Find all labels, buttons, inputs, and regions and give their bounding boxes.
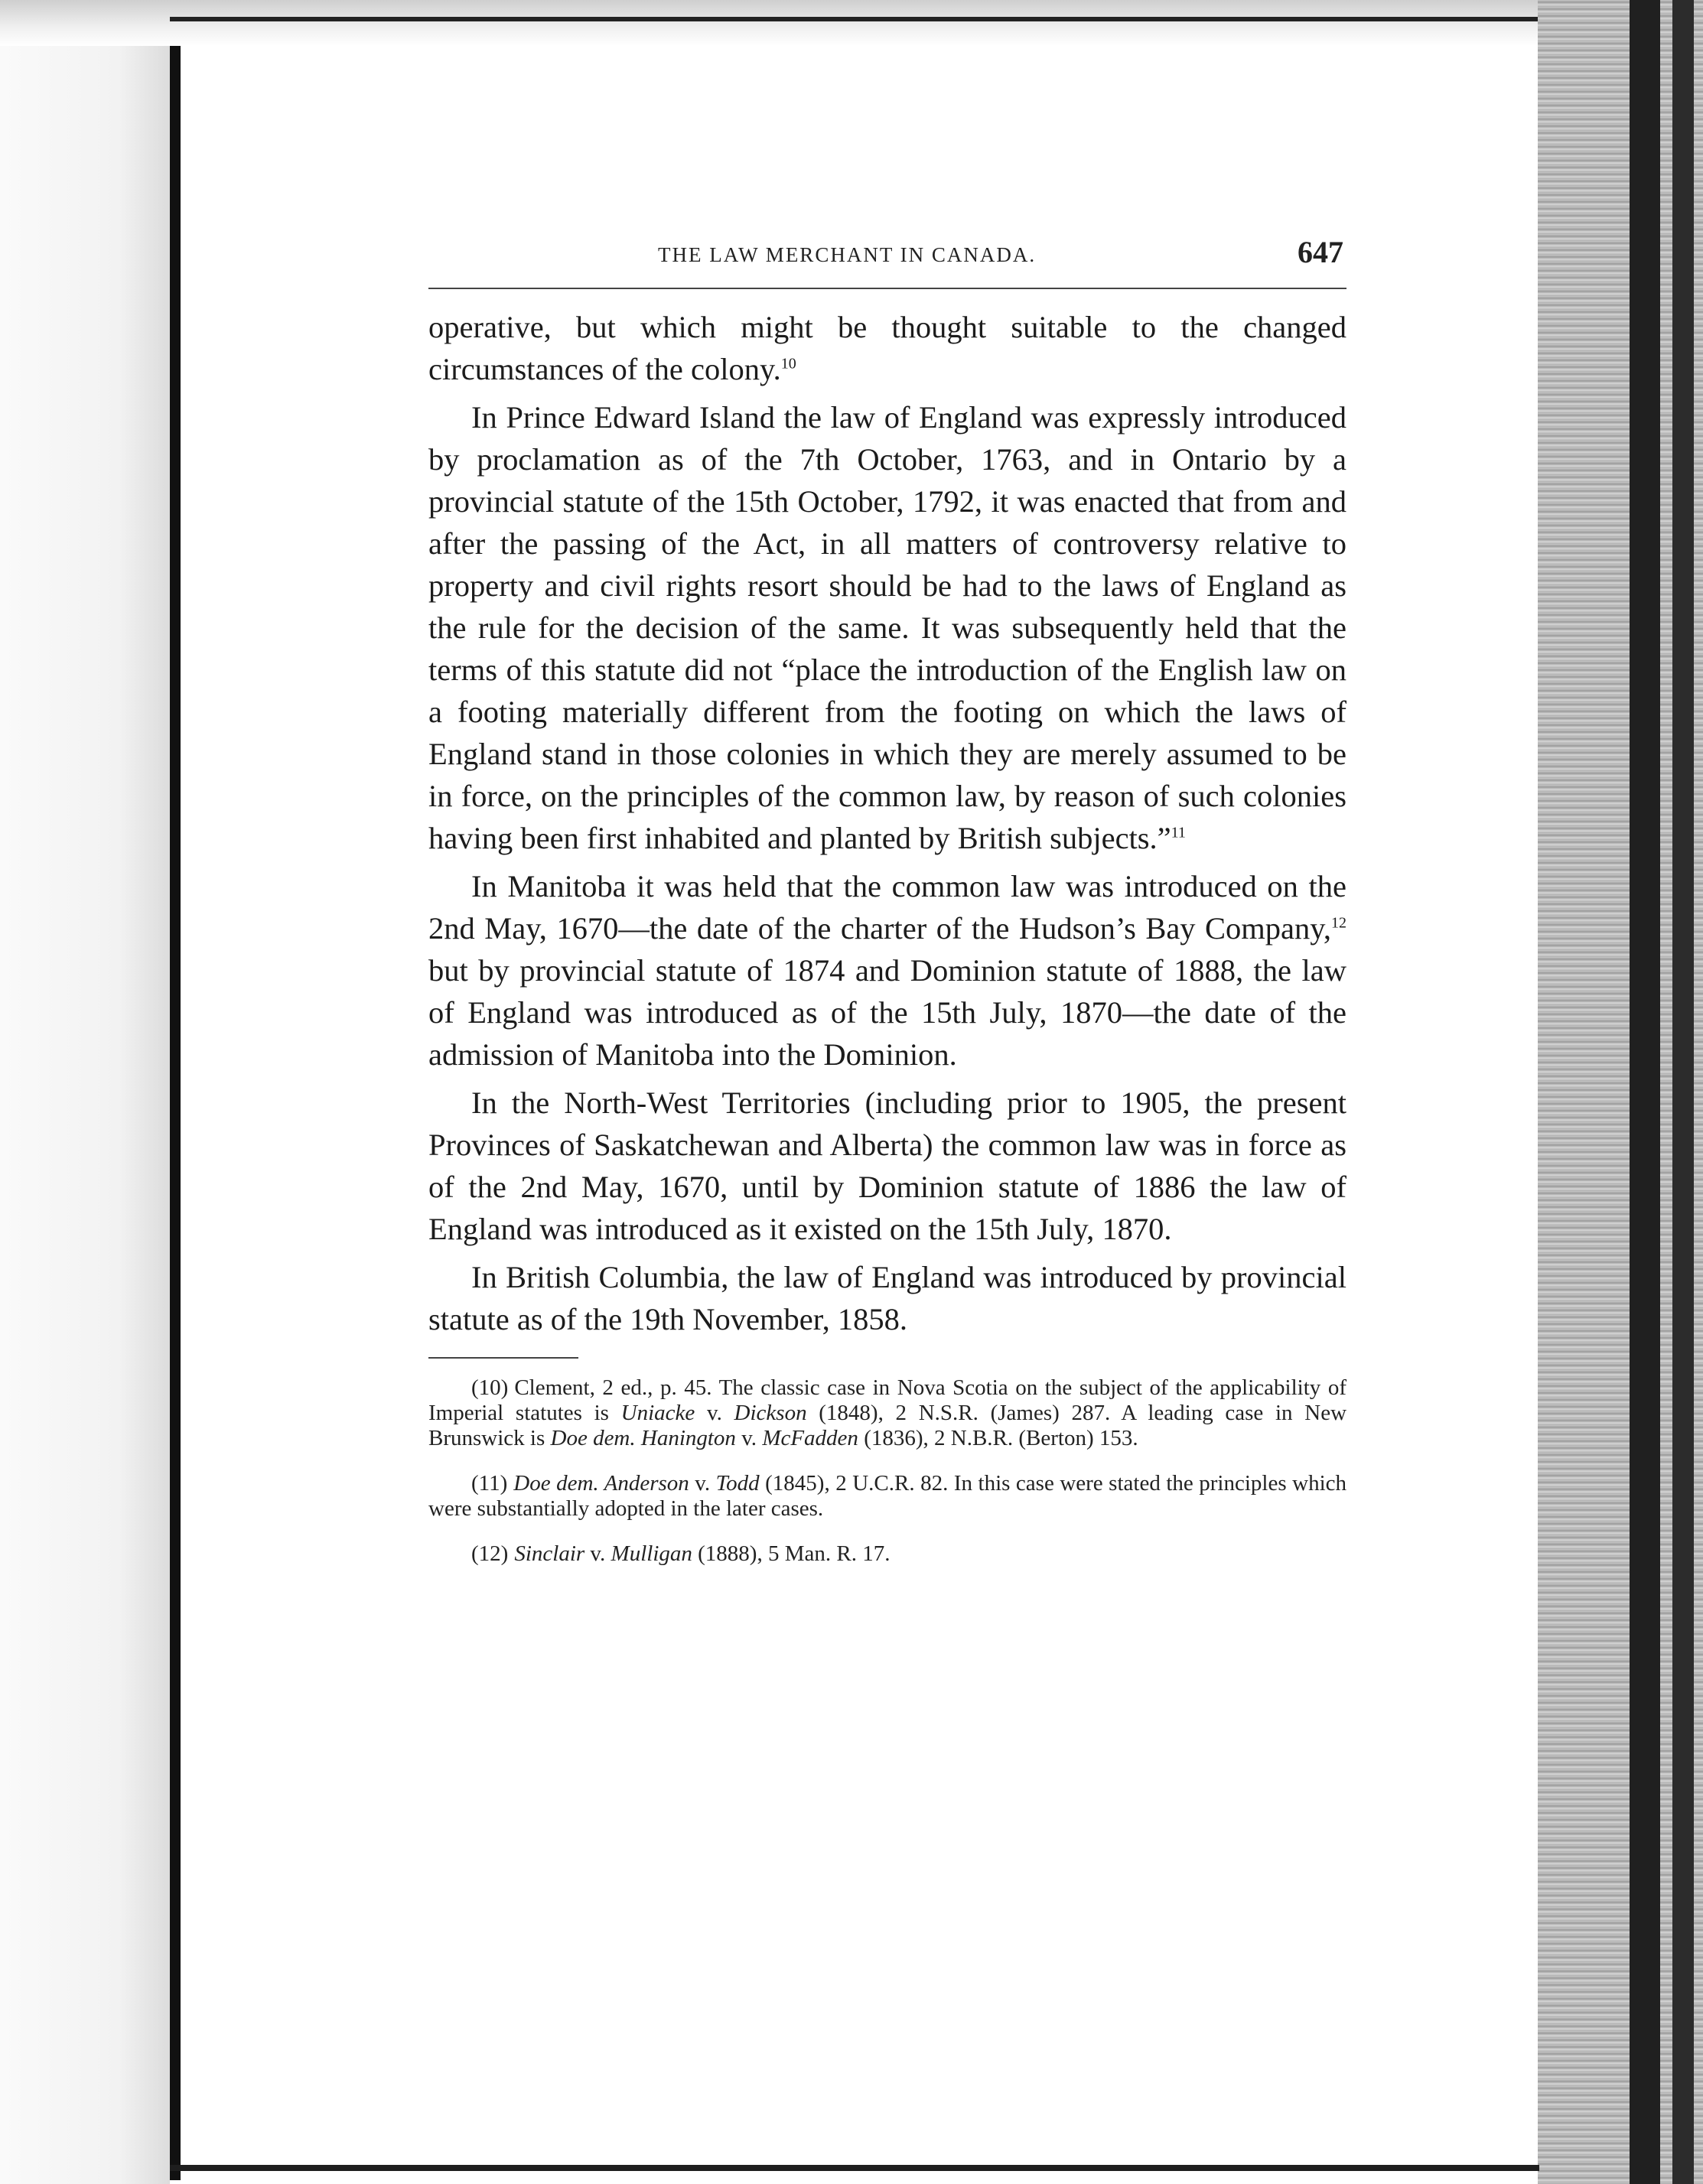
book-spine-shadow xyxy=(170,46,181,2180)
footnote-ref-10[interactable]: 10 xyxy=(780,355,796,373)
footnotes xyxy=(428,1375,1346,1567)
footnote-ref-12[interactable]: 12 xyxy=(1331,914,1346,932)
scan-bottom-border xyxy=(170,2165,1539,2171)
header-rule xyxy=(428,288,1346,289)
body-text xyxy=(428,306,1346,1340)
paragraph-2: In Prince Edward Island the law of England was expressly introduced by proclamation as of the 7th October, 1763, and in Ontario by a provincial statute of the 15th October, 1792, it was enacted that from and after the passing of the Act, in all matters of controversy relative to property and civil rights resort should be had to the laws of England as the rule for the decision of the same. It was subsequently held that the terms of this statute did not “place the introduction of the English law on a footing materially different from the footing on which the laws of England stand in those colonies in which they are merely assumed to be in force, on the principles of the common law, by reason of such colonies having been first inhabited and planted by British subjects.”$^{11}$ xyxy=(428,400,1346,855)
paragraph-1: operative, but which might be thought suitable to the changed circumstances of the colony.$^{10}$ xyxy=(428,310,1346,386)
footnote-10: (10) Clement, 2 ed., p. 45. The classic case in Nova Scotia on the subject of the applicability of Imperial statutes is Uniacke v. Dickson (1848), 2 N.S.R. (James) 287. A leading case in New Brunswick is Doe dem. Hanington v. McFadden (1836), 2 N.B.R. (Berton) 153. xyxy=(428,1375,1347,1450)
book-page xyxy=(428,229,1346,1587)
scan-left-margin xyxy=(0,0,170,2184)
page-number: 647 xyxy=(1298,235,1343,269)
running-head xyxy=(428,229,1346,275)
paragraph-5: In British Columbia, the law of England was introduced by provincial statute as of the 19th November, 1858. xyxy=(428,1260,1346,1336)
running-title: THE LAW MERCHANT IN CANADA. xyxy=(658,243,1037,266)
footnote-rule xyxy=(428,1357,578,1359)
footnote-12: (12) Sinclair v. Mulligan (1888), 5 Man. R. 17. xyxy=(471,1541,891,1566)
paragraph-3: In Manitoba it was held that the common law was introduced on the 2nd May, 1670—the date of the charter of the Hudson’s Bay Company,$^{12}$ but by provincial statute of 1874 and Dominion statute of 1888, the law of England was introduced as of the 15th July, 1870—the date of the admission of Manitoba into the Dominion. xyxy=(428,869,1346,1072)
scan-top-border xyxy=(170,17,1547,21)
scan-right-border xyxy=(1630,0,1660,2184)
paragraph-4: In the North-West Territories (including prior to 1905, the present Provinces of Saskatchewan and Alberta) the common law was in force as of the 2nd May, 1670, until by Dominion statute of 1886 the law of England was introduced as it existed on the 15th July, 1870. xyxy=(428,1085,1346,1246)
scan-right-border-outer xyxy=(1672,0,1694,2184)
scan-top-edge xyxy=(0,0,1703,46)
footnote-ref-11[interactable]: 11 xyxy=(1171,824,1186,841)
footnote-11: (11) Doe dem. Anderson v. Todd (1845), 2 U.C.R. 82. In this case were stated the principles which were substantially adopted in the later cases. xyxy=(428,1471,1347,1521)
